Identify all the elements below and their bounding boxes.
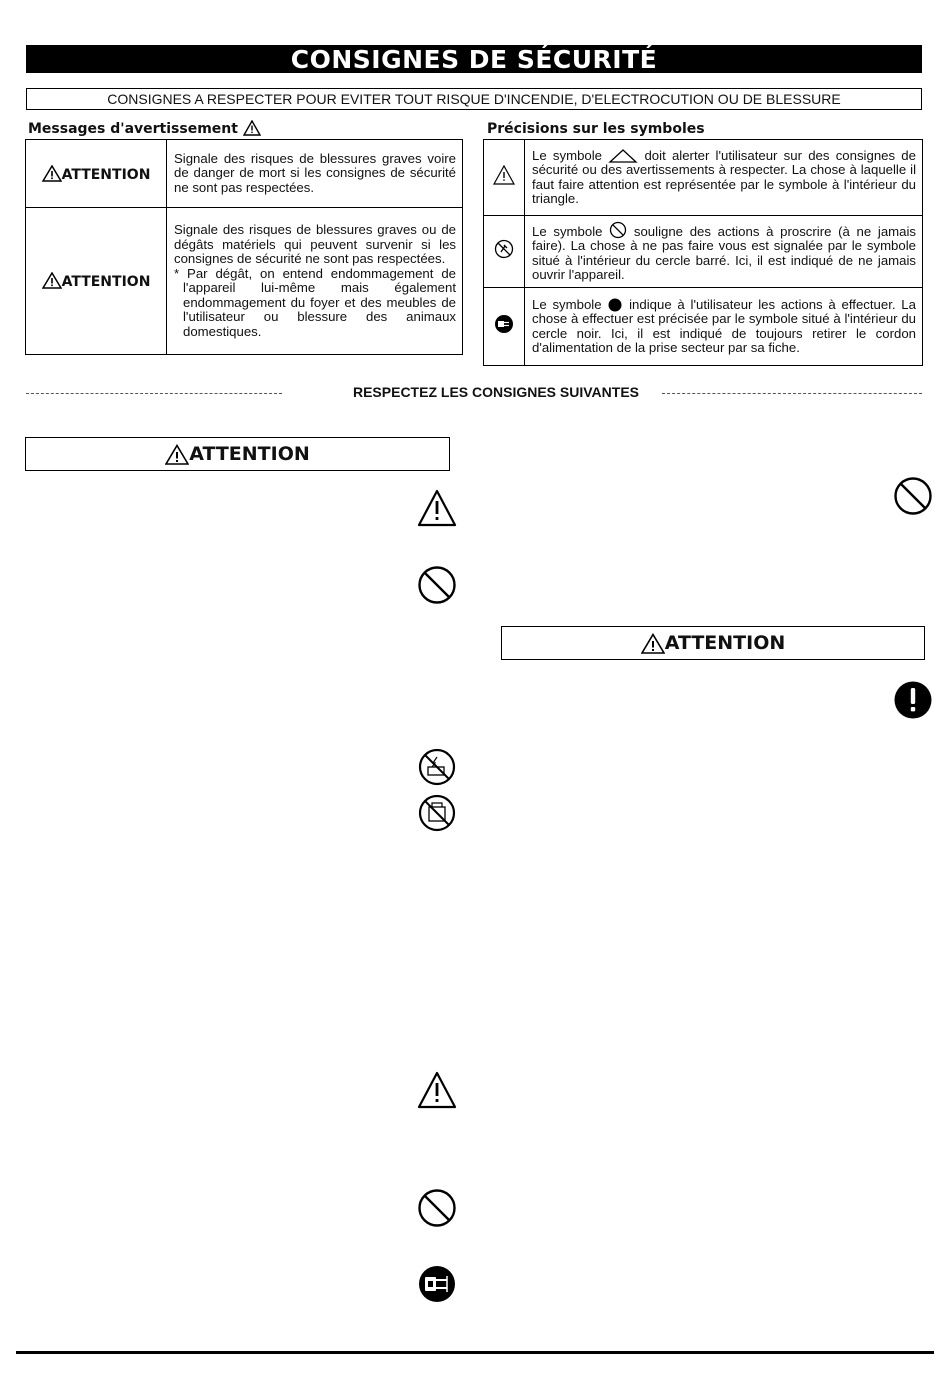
symbols-desc-cell bbox=[525, 140, 923, 216]
no-water-icon bbox=[418, 748, 456, 786]
prohibited-disassemble-icon bbox=[494, 239, 514, 259]
symbols-desc-cell bbox=[525, 288, 923, 366]
divider-dash-left bbox=[26, 393, 282, 394]
warning-triangle-icon bbox=[42, 272, 62, 289]
attention-box-left bbox=[25, 437, 450, 471]
prohibited-icon bbox=[893, 476, 933, 516]
symbols-icon-cell bbox=[484, 216, 525, 288]
attention-label: ATTENTION bbox=[61, 166, 151, 183]
warning-triangle-icon bbox=[416, 488, 458, 528]
symbols-table bbox=[483, 139, 923, 366]
prohibited-circle-icon bbox=[609, 221, 627, 239]
warning-description: Signale des risques de blessures graves ou de dégâts matériels qui peuvent survenir si les consignes de sécurité ne sont pas respectées. bbox=[174, 222, 456, 266]
unplug-icon bbox=[417, 1264, 457, 1304]
no-liquid-container-icon bbox=[418, 794, 456, 832]
symbol-text-end: doit alerter l'utilisateur sur des consignes de sécurité ou des avertissements à respecter. La chose à laquelle il faut faire attention est représentée par le symbole à l'intérieur du triangle. bbox=[532, 147, 916, 206]
warnings-desc-cell bbox=[167, 208, 463, 355]
symbols-desc-cell bbox=[525, 216, 923, 288]
page-subtitle bbox=[26, 88, 922, 110]
symbols-row bbox=[484, 216, 923, 288]
warnings-desc-cell bbox=[167, 140, 463, 208]
bottom-rule bbox=[16, 1351, 934, 1354]
warnings-row bbox=[26, 140, 463, 208]
warnings-table bbox=[25, 139, 463, 355]
symbols-row bbox=[484, 288, 923, 366]
warnings-label-cell bbox=[26, 208, 167, 355]
symbol-text-end: souligne des actions à proscrire (à ne jamais faire). La chose à ne pas faire vous est signalée par le symbole situé à l'intérieur du cercle barré. Ici, il est indiqué de ne jamais ouvrir l'appareil. bbox=[532, 223, 916, 282]
symbol-text-start: Le symbole bbox=[532, 296, 602, 312]
warning-description: Signale des risques de blessures graves voire de danger de mort si les consignes de sécurité ne sont pas respectées. bbox=[174, 150, 456, 195]
symbols-row bbox=[484, 140, 923, 216]
unplug-icon bbox=[494, 314, 514, 334]
warnings-heading-text: Messages d'avertissement bbox=[28, 121, 238, 137]
attention-label: ATTENTION bbox=[61, 274, 151, 290]
attention-box-label: ATTENTION bbox=[664, 632, 786, 654]
prohibited-icon bbox=[417, 565, 457, 605]
page-title-bar bbox=[26, 45, 922, 73]
symbol-text-start: Le symbole bbox=[532, 223, 603, 239]
filled-circle-icon bbox=[607, 298, 623, 312]
symbols-heading: Précisions sur les symboles bbox=[487, 121, 705, 137]
page-title: CONSIGNES DE SÉCURITÉ bbox=[290, 44, 658, 74]
mandatory-action-icon bbox=[893, 680, 933, 720]
warning-triangle-icon bbox=[243, 120, 261, 136]
triangle-outline-icon bbox=[608, 149, 638, 163]
warning-triangle-icon bbox=[42, 165, 62, 182]
divider-label: RESPECTEZ LES CONSIGNES SUIVANTES bbox=[352, 384, 639, 400]
symbol-text-end: indique à l'utilisateur les actions à effectuer. La chose à effectuer est précisée par le symbole situé à l'intérieur du cercle noir. Ici, il est indiqué de toujours retirer le cordon d'alimentation de la prise secteur par sa fiche. bbox=[532, 296, 916, 355]
warnings-label-cell bbox=[26, 140, 167, 208]
symbol-text-start: Le symbole bbox=[532, 147, 602, 163]
prohibited-icon bbox=[417, 1188, 457, 1228]
subtitle-text: CONSIGNES A RESPECTER POUR EVITER TOUT RISQUE D'INCENDIE, D'ELECTROCUTION OU DE BLESSURE bbox=[107, 91, 841, 107]
warning-triangle-icon bbox=[641, 633, 665, 654]
symbols-icon-cell bbox=[484, 288, 525, 366]
divider-dash-right bbox=[662, 393, 922, 394]
section-divider bbox=[26, 384, 922, 402]
triangle-warning-icon bbox=[493, 165, 515, 185]
attention-box-right bbox=[501, 626, 925, 660]
warnings-heading bbox=[28, 120, 261, 137]
warning-triangle-icon bbox=[165, 444, 189, 465]
warnings-row bbox=[26, 208, 463, 355]
warning-note: * Par dégât, on entend endommagement de l'appareil lui-même mais également endommagement du foyer et des meubles de l'utilisateur ou blessure des animaux domestiques. bbox=[174, 265, 456, 339]
attention-box-label: ATTENTION bbox=[189, 443, 310, 465]
symbols-icon-cell bbox=[484, 140, 525, 216]
warning-triangle-icon bbox=[416, 1070, 458, 1110]
